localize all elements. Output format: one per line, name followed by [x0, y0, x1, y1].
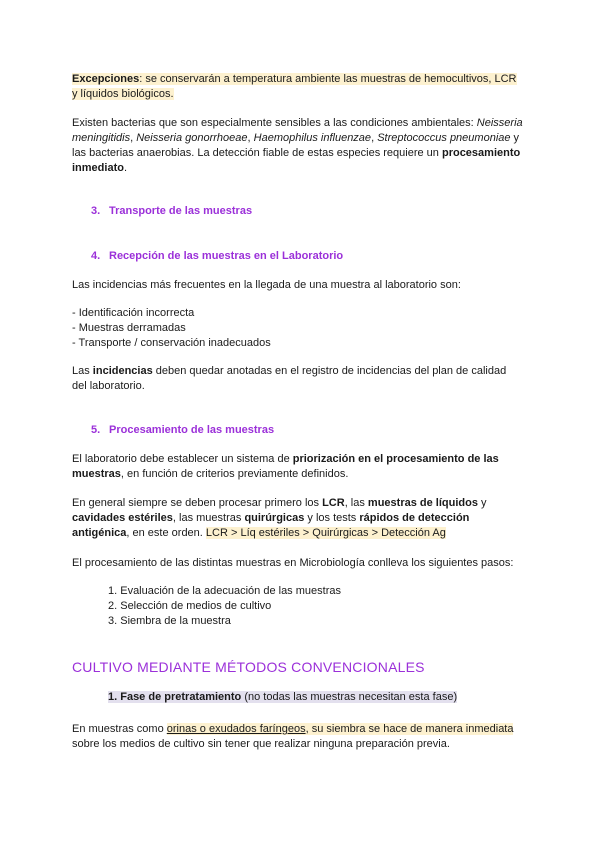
- incidencias-note: [72, 364, 542, 394]
- separator: ,: [247, 132, 254, 144]
- incidencias-note-line2: del laboratorio.: [72, 380, 145, 392]
- lcr-bold: LCR: [322, 497, 345, 509]
- period: .: [123, 162, 128, 174]
- section-title: CULTIVO MEDIANTE MÉTODOS CONVENCIONALES: [72, 659, 425, 675]
- excepciones-text: : se conservarán a temperatura ambiente las muestras de hemocultivos, LCR: [139, 73, 517, 85]
- bacterias-line3: las bacterias anaerobias. La detección fiable de estas especies requiere un: [72, 147, 442, 159]
- orden-paragraph: [72, 496, 542, 541]
- text: y: [477, 497, 487, 509]
- incidencias-list: [72, 306, 532, 351]
- muestras-bold: muestras: [72, 468, 121, 480]
- heading-label: Transporte de las muestras: [109, 205, 253, 217]
- list-item: 1. Evaluación de la adecuación de las muestras: [108, 585, 341, 597]
- text: , su siembra se hace de manera inmediata: [305, 723, 514, 735]
- excepciones-line2: y líquidos biológicos.: [72, 88, 174, 100]
- pretratamiento-bold: 1. Fase de pretratamiento: [108, 691, 242, 703]
- list-item: - Muestras derramadas: [72, 322, 186, 334]
- orden-summary-highlight: LCR > Líq estériles > Quirúrgicas > Detección Ag: [205, 527, 446, 539]
- separator: ,: [371, 132, 378, 144]
- quirurgicas-bold: quirúrgicas: [244, 512, 305, 524]
- text: En general siempre se deben procesar primero los: [72, 497, 323, 509]
- heading-number: 3.: [91, 205, 101, 217]
- priorizacion-paragraph: [72, 452, 542, 482]
- heading-procesamiento: [91, 423, 274, 438]
- species-streptococcus: Streptococcus pneumoniae: [377, 132, 511, 144]
- pretratamiento-heading: [108, 690, 457, 705]
- text: Las: [72, 365, 93, 377]
- inmediato-bold: inmediato: [72, 162, 124, 174]
- heading-number: 5.: [91, 424, 101, 436]
- procesamiento-bold: procesamiento: [441, 147, 521, 159]
- siembra-line2: sobre los medios de cultivo sin tener que realizar ninguna preparación previa.: [72, 738, 450, 750]
- heading-label: Procesamiento de las muestras: [109, 424, 275, 436]
- siembra-paragraph: [72, 722, 542, 752]
- species-neisseria: Neisseria: [476, 117, 523, 129]
- antigenica-bold: antigénica: [72, 527, 127, 539]
- incidencias-intro: Las incidencias más frecuentes en la llegada de una muestra al laboratorio son:: [72, 279, 461, 291]
- orinas-underlined: orinas o exudados faríngeos: [166, 723, 306, 735]
- text: y los tests: [304, 512, 360, 524]
- species-gonorrhoeae: Neisseria gonorrhoeae: [136, 132, 248, 144]
- bacterias-lead: Existen bacterias que son especialmente sensibles a las condiciones ambientales:: [72, 117, 477, 129]
- separator: ,: [130, 132, 137, 144]
- heading-recepcion: [91, 249, 343, 264]
- text: En muestras como: [72, 723, 167, 735]
- pasos-intro: El procesamiento de las distintas muestras en Microbiología conlleva los siguientes pasos:: [72, 557, 514, 569]
- text: , en este orden.: [126, 527, 206, 539]
- species-haemophilus: Haemophilus influenzae: [253, 132, 372, 144]
- list-item: 2. Selección de medios de cultivo: [108, 600, 272, 612]
- text: El laboratorio debe establecer un sistema de: [72, 453, 293, 465]
- list-item: 3. Siembra de la muestra: [108, 615, 231, 627]
- list-item: - Identificación incorrecta: [72, 307, 195, 319]
- pasos-list: [108, 584, 341, 629]
- priorizacion-bold: priorización en el procesamiento de las: [292, 453, 499, 465]
- list-item: - Transporte / conservación inadecuados: [72, 337, 271, 349]
- heading-label: Recepción de las muestras en el Laboratorio: [109, 250, 344, 262]
- text: deben quedar anotadas en el registro de incidencias del plan de calidad: [152, 365, 507, 377]
- heading-transporte: [91, 204, 252, 219]
- excepciones-label: Excepciones: [72, 73, 140, 85]
- heading-number: 4.: [91, 250, 101, 262]
- species-meningitidis: meningitidis: [72, 132, 131, 144]
- pretratamiento-note: (no todas las muestras necesitan esta fase): [241, 691, 458, 703]
- text: , las muestras: [172, 512, 245, 524]
- liquidos-bold: muestras de líquidos: [367, 497, 478, 509]
- cavidades-bold: cavidades estériles: [72, 512, 173, 524]
- text: , en función de criterios previamente definidos.: [120, 468, 349, 480]
- rapidos-bold: rápidos de detección: [359, 512, 470, 524]
- excepciones-paragraph: [72, 72, 532, 102]
- text: , las: [344, 497, 368, 509]
- conjunction: y: [510, 132, 520, 144]
- incidencias-bold: incidencias: [92, 365, 153, 377]
- bacterias-paragraph: [72, 116, 542, 176]
